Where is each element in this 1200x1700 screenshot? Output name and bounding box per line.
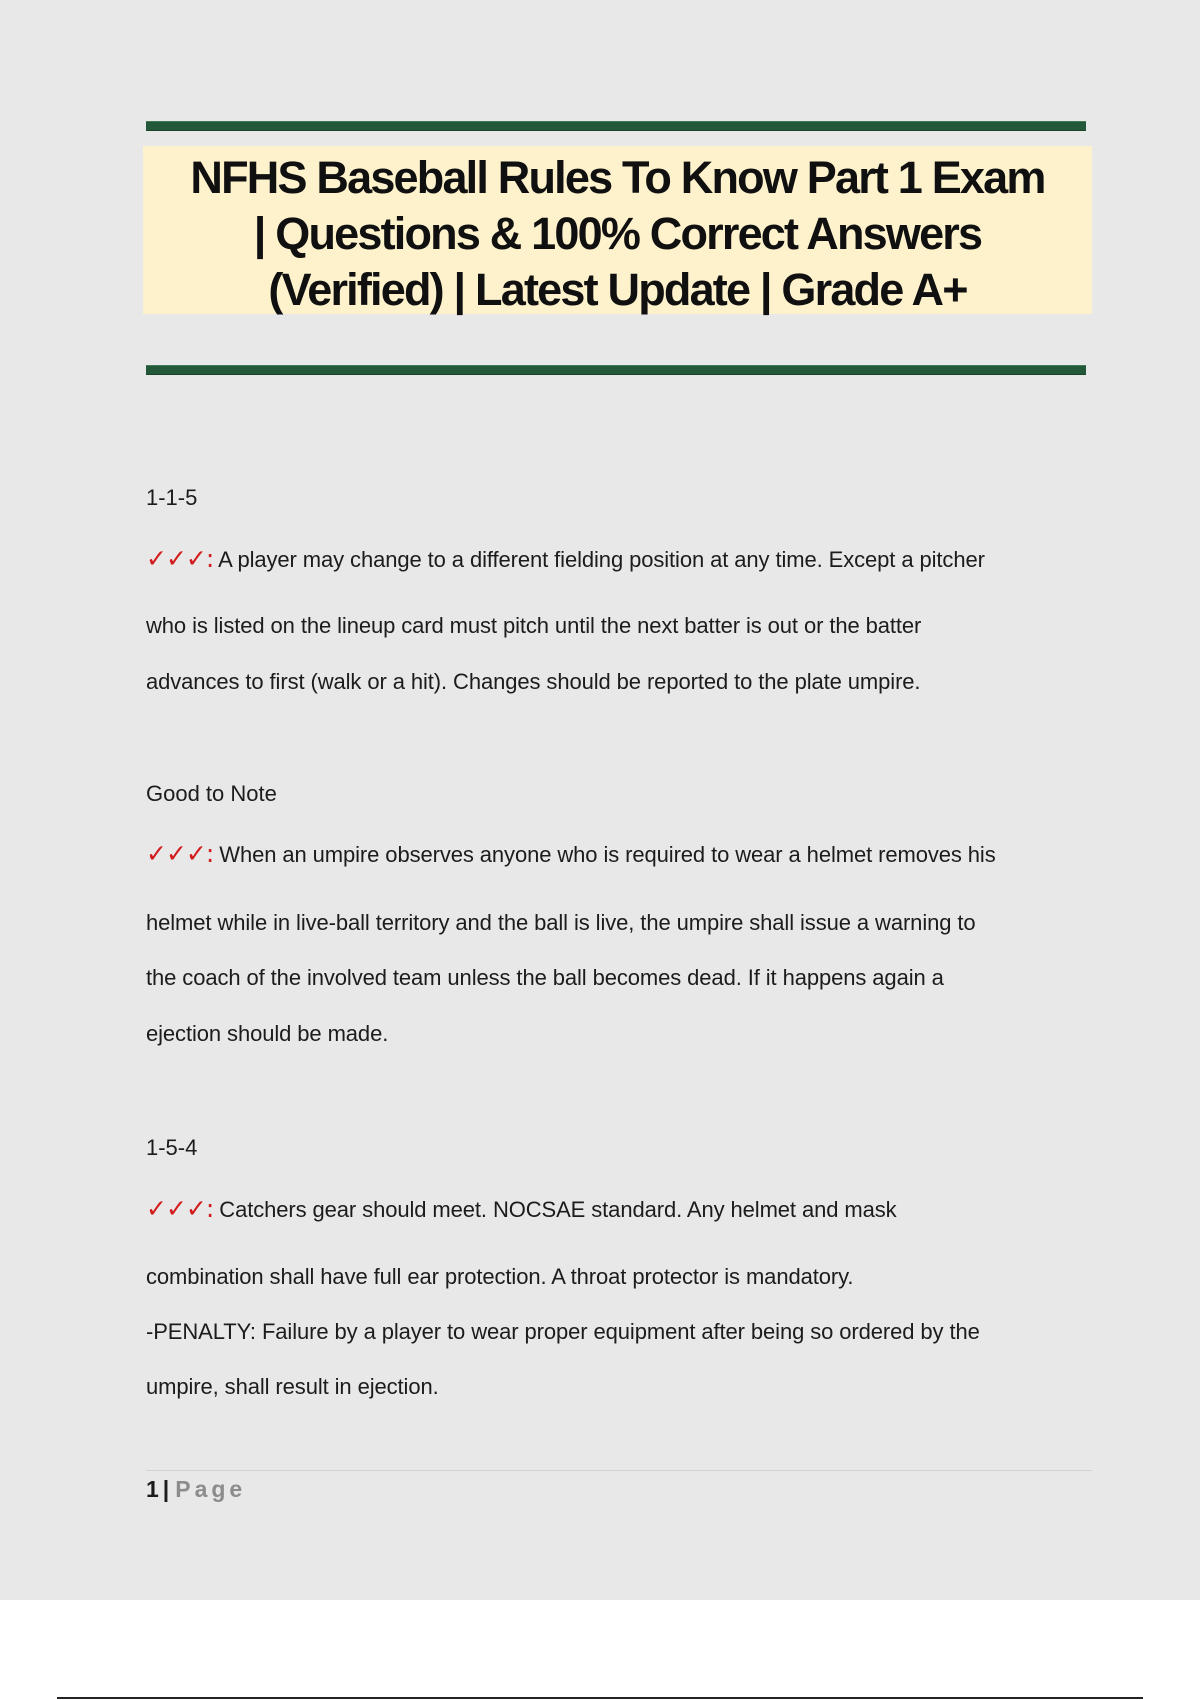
check-marks-icon: ✓✓✓: xyxy=(146,1194,214,1223)
page-label: Page xyxy=(175,1476,247,1502)
answer-text xyxy=(146,1194,1096,1402)
answer-text xyxy=(146,544,1096,697)
footer-separator: | xyxy=(162,1476,170,1502)
title-line: | Questions & 100% Correct Answers xyxy=(253,208,982,259)
answer-line-text: Catchers gear should meet. NOCSAE standard. Any helmet and mask xyxy=(219,1197,897,1222)
answer-line: combination shall have full ear protection. A throat protector is mandatory. xyxy=(146,1264,854,1289)
qa-item xyxy=(146,484,1096,697)
document-title xyxy=(143,146,1092,318)
footer-divider xyxy=(146,1470,1092,1471)
title-line: NFHS Baseball Rules To Know Part 1 Exam xyxy=(190,152,1045,203)
page-number: 1 xyxy=(146,1476,159,1502)
answer-text xyxy=(146,839,1096,1049)
answer-line: helmet while in live-ball territory and the ball is live, the umpire shall issue a warning to xyxy=(146,910,976,935)
qa-item xyxy=(146,780,1096,1049)
answer-line: umpire, shall result in ejection. xyxy=(146,1374,439,1399)
page-footer xyxy=(146,1474,246,1504)
bottom-divider xyxy=(146,365,1086,375)
title-line: (Verified) | Latest Update | Grade A+ xyxy=(268,264,967,315)
question-text: 1-1-5 xyxy=(146,485,198,510)
answer-line: advances to first (walk or a hit). Changes should be reported to the plate umpire. xyxy=(146,669,921,694)
qa-item xyxy=(146,1134,1096,1402)
answer-line: who is listed on the lineup card must pitch until the next batter is out or the batter xyxy=(146,613,922,638)
next-page-edge xyxy=(57,1697,1143,1699)
answer-line-text: A player may change to a different fielding position at any time. Except a pitcher xyxy=(218,547,985,572)
title-highlight xyxy=(143,146,1092,314)
answer-line: the coach of the involved team unless the ball becomes dead. If it happens again a xyxy=(146,965,944,990)
answer-line: ejection should be made. xyxy=(146,1021,389,1046)
check-marks-icon: ✓✓✓: xyxy=(146,839,214,868)
answer-line xyxy=(146,839,1096,870)
answer-line-text: When an umpire observes anyone who is required to wear a helmet removes his xyxy=(219,842,996,867)
answer-line xyxy=(146,544,1096,575)
question-text: Good to Note xyxy=(146,781,277,806)
answer-line xyxy=(146,1194,1096,1225)
question-text: 1-5-4 xyxy=(146,1135,198,1160)
answer-line: -PENALTY: Failure by a player to wear proper equipment after being so ordered by the xyxy=(146,1319,980,1344)
top-divider xyxy=(146,121,1086,131)
check-marks-icon: ✓✓✓: xyxy=(146,544,214,573)
